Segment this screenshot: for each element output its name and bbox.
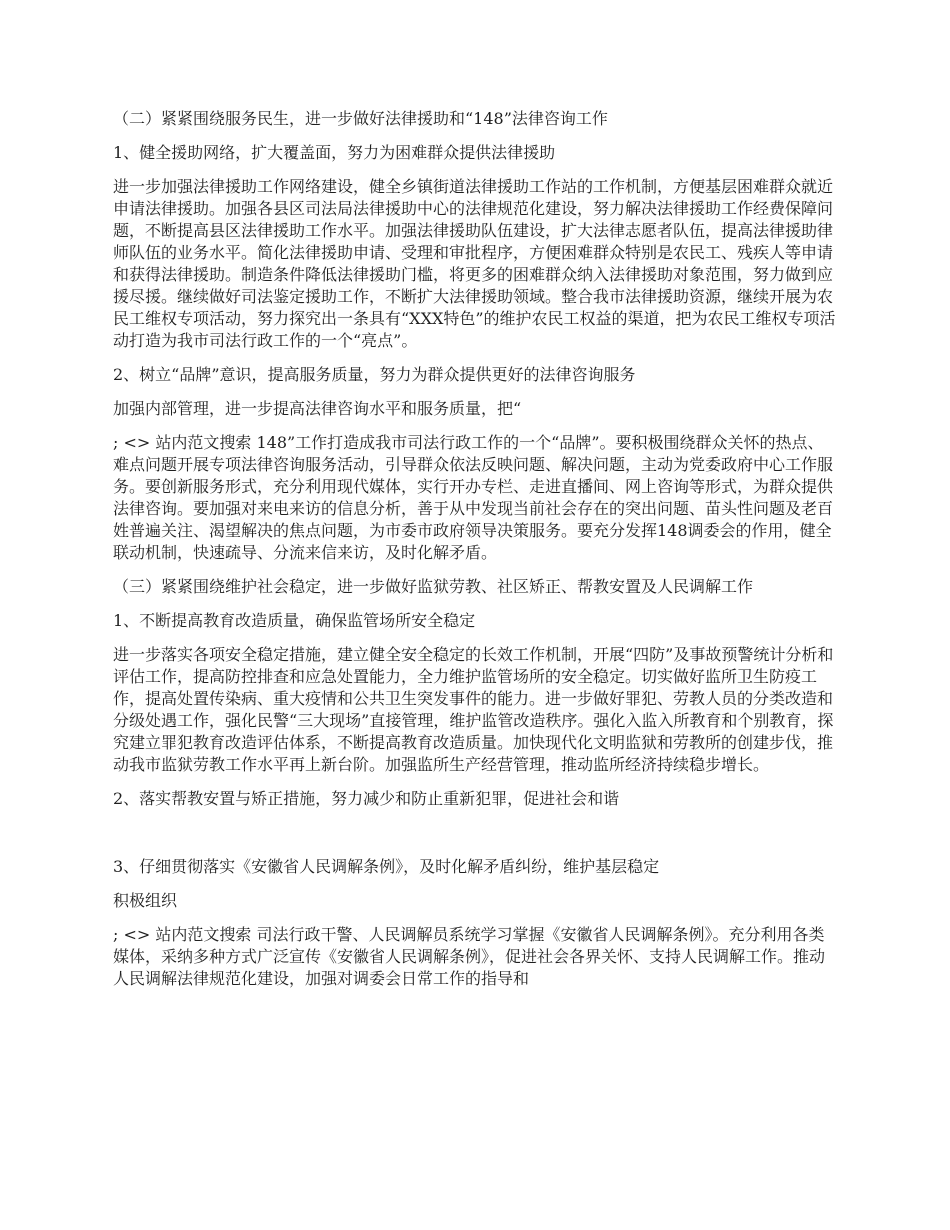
subheading-2-1: 1、健全援助网络，扩大覆盖面，努力为困难群众提供法律援助 bbox=[113, 143, 556, 162]
subheading-3-1: 1、不断提高教育改造质量，确保监管场所安全稳定 bbox=[113, 611, 476, 630]
section-heading-3: （三）紧紧围绕维护社会稳定，进一步做好监狱劳教、社区矫正、帮教安置及人民调解工作 bbox=[113, 577, 754, 596]
subheading-2-2: 2、树立“品牌”意识，提高服务质量，努力为群众提供更好的法律咨询服务 bbox=[113, 365, 636, 384]
document-body bbox=[113, 108, 838, 1002]
body-paragraph: ; <> 站内范文搜索 148”工作打造成我市司法行政工作的一个“品牌”。要积极围绕群众关怀的热点、难点问题开展专项法律咨询服务活动，引导群众依法反映问题、解决问题，主动为党委政府中心工作服务。要创新服务形式，充分利用现代媒体，实行开办专栏、走进直播间、网上咨询等形式，为群众提供法律咨询。要加强对来电来访的信息分析，善于从中发现当前社会存在的突出问题、苗头性问题及老百姓普遍关注、渴望解决的焦点问题，为市委市政府领导决策服务。要充分发挥148调委会的作用，健全联动机制，快速疏导、分流来信来访，及时化解矛盾。 bbox=[113, 433, 834, 562]
body-paragraph: ; <> 站内范文搜索 司法行政干警、人民调解员系统学习掌握《安徽省人民调解条例》。充分利用各类媒体，采纳多种方式广泛宣传《安徽省人民调解条例》，促进社会各界关怀、支持人民调解工作。推动人民调解法律规范化建设，加强对调委会日常工作的指导和 bbox=[113, 925, 826, 988]
body-paragraph: 加强内部管理，进一步提高法律咨询水平和服务质量，把“ bbox=[113, 399, 522, 418]
body-paragraph: 进一步落实各项安全稳定措施，建立健全安全稳定的长效工作机制，开展“四防”及事故预警统计分析和评估工作，提高防控排查和应急处置能力，全力维护监管场所的安全稳定。切实做好监所卫生防疫工作，提高处置传染病、重大疫情和公共卫生突发事件的能力。进一步做好罪犯、劳教人员的分类改造和分级处遇工作，强化民警“三大现场”直接管理，维护监管改造秩序。强化入监入所教育和个别教育，探究建立罪犯教育改造评估体系，不断提高教育改造质量。加快现代化文明监狱和劳教所的创建步伐，推动我市监狱劳教工作水平再上新台阶。加强监所生产经营管理，推动监所经济持续稳步增长。 bbox=[113, 645, 834, 774]
subheading-3-2: 2、落实帮教安置与矫正措施，努力减少和防止重新犯罪，促进社会和谐 bbox=[113, 789, 620, 808]
subheading-3-3: 3、仔细贯彻落实《安徽省人民调解条例》，及时化解矛盾纠纷，维护基层稳定 bbox=[113, 857, 660, 876]
section-heading-2: （二）紧紧围绕服务民生，进一步做好法律援助和“148”法律咨询工作 bbox=[113, 109, 608, 128]
body-paragraph: 进一步加强法律援助工作网络建设，健全乡镇街道法律援助工作站的工作机制，方便基层困难群众就近申请法律援助。加强各县区司法局法律援助中心的法律规范化建设，努力解决法律援助工作经费保障问题，不断提高县区法律援助工作水平。加强法律援助队伍建设，扩大法律志愿者队伍，提高法律援助律师队伍的业务水平。简化法律援助申请、受理和审批程序，方便困难群众特别是农民工、残疾人等申请和获得法律援助。制造条件降低法律援助门槛，将更多的困难群众纳入法律援助对象范围，努力做到应援尽援。继续做好司法鉴定援助工作，不断扩大法律援助领域。整合我市法律援助资源，继续开展为农民工维权专项活动，努力探究出一条具有“XXX特色”的维护农民工权益的渠道，把为农民工维权专项活动打造为我市司法行政工作的一个“亮点”。 bbox=[113, 177, 836, 350]
blank-gap bbox=[113, 822, 838, 856]
body-paragraph: 积极组织 bbox=[113, 891, 178, 910]
